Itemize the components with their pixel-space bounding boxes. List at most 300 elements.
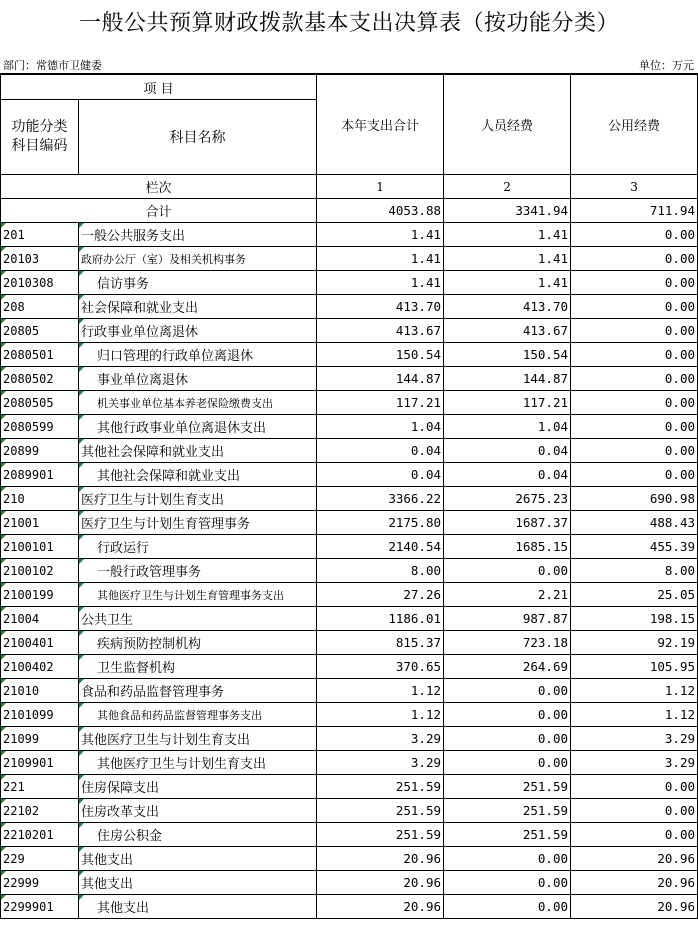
row-public-text: 0.00 xyxy=(664,467,696,482)
row-code-text: 201 xyxy=(3,227,25,242)
row-code-text: 2080505 xyxy=(3,395,54,410)
row-total xyxy=(317,247,444,271)
row-personnel-text: 0.04 xyxy=(537,467,569,482)
row-personnel-text: 0.00 xyxy=(537,683,569,698)
row-code-text: 2210201 xyxy=(3,827,54,842)
row-personnel-text: 0.00 xyxy=(537,707,569,722)
cell-marker-icon xyxy=(79,535,84,540)
cell-marker-icon xyxy=(1,727,6,732)
row-name xyxy=(79,463,317,487)
table-row xyxy=(1,679,698,703)
cell-marker-icon xyxy=(1,439,6,444)
department-label: 部门：常德市卫健委 xyxy=(3,59,102,72)
row-public xyxy=(571,343,698,367)
row-total xyxy=(317,295,444,319)
row-total xyxy=(317,511,444,535)
cell-marker-icon xyxy=(79,247,84,252)
row-name xyxy=(79,487,317,511)
row-public-text: 0.00 xyxy=(664,443,696,458)
col-public-header: 公用经费 xyxy=(571,74,698,175)
row-name-text: 其他支出 xyxy=(81,853,134,868)
row-code xyxy=(1,847,79,871)
row-name-text: 行政事业单位离退休 xyxy=(81,325,199,340)
cell-marker-icon xyxy=(79,727,84,732)
row-name-text: 其他医疗卫生与计划生育支出 xyxy=(97,757,267,772)
row-personnel-text: 144.87 xyxy=(522,371,569,386)
item-header: 项 目 xyxy=(1,74,317,100)
row-public xyxy=(571,319,698,343)
cell-marker-icon xyxy=(79,751,84,756)
total-public: 711.94 xyxy=(571,199,698,223)
row-total xyxy=(317,271,444,295)
table-row xyxy=(1,607,698,631)
row-code-text: 2010308 xyxy=(3,275,54,290)
row-public-text: 8.00 xyxy=(664,563,696,578)
row-public xyxy=(571,583,698,607)
row-personnel xyxy=(444,703,571,727)
row-total-text: 1.41 xyxy=(410,227,442,242)
cell-marker-icon xyxy=(1,343,6,348)
row-total xyxy=(317,343,444,367)
row-code-text: 208 xyxy=(3,299,25,314)
row-public xyxy=(571,223,698,247)
row-code-text: 2299901 xyxy=(3,899,54,914)
cell-marker-icon xyxy=(1,247,6,252)
row-total-text: 1.12 xyxy=(410,683,442,698)
row-name-text: 住房公积金 xyxy=(97,829,163,844)
row-name-text: 社会保障和就业支出 xyxy=(81,301,199,316)
row-name xyxy=(79,631,317,655)
row-public-text: 25.05 xyxy=(657,587,696,602)
row-code-text: 210 xyxy=(3,491,25,506)
row-public xyxy=(571,559,698,583)
row-personnel xyxy=(444,799,571,823)
row-total xyxy=(317,775,444,799)
row-code xyxy=(1,295,79,319)
cell-marker-icon xyxy=(1,751,6,756)
row-personnel-text: 251.59 xyxy=(522,803,569,818)
row-code xyxy=(1,463,79,487)
cell-marker-icon xyxy=(1,799,6,804)
row-personnel-text: 251.59 xyxy=(522,827,569,842)
row-public xyxy=(571,847,698,871)
row-public xyxy=(571,247,698,271)
row-name-text: 住房保障支出 xyxy=(81,781,160,796)
row-name xyxy=(79,775,317,799)
row-public xyxy=(571,463,698,487)
row-code-text: 20805 xyxy=(3,323,40,338)
cell-marker-icon xyxy=(1,223,6,228)
row-code xyxy=(1,799,79,823)
cell-marker-icon xyxy=(1,775,6,780)
row-name xyxy=(79,871,317,895)
cell-marker-icon xyxy=(79,487,84,492)
cell-marker-icon xyxy=(1,607,6,612)
row-total-text: 2140.54 xyxy=(388,539,442,554)
row-personnel xyxy=(444,319,571,343)
row-personnel xyxy=(444,511,571,535)
table-row xyxy=(1,655,698,679)
row-total xyxy=(317,559,444,583)
row-name-text: 公共卫生 xyxy=(81,613,134,628)
row-personnel xyxy=(444,439,571,463)
row-personnel-text: 2.21 xyxy=(537,587,569,602)
row-code xyxy=(1,823,79,847)
row-total xyxy=(317,655,444,679)
row-total xyxy=(317,583,444,607)
row-code xyxy=(1,535,79,559)
row-public-text: 0.00 xyxy=(664,827,696,842)
row-total xyxy=(317,727,444,751)
row-personnel-text: 0.04 xyxy=(537,443,569,458)
row-code xyxy=(1,415,79,439)
row-code xyxy=(1,271,79,295)
row-total xyxy=(317,703,444,727)
row-public-text: 92.19 xyxy=(657,635,696,650)
row-personnel-text: 0.00 xyxy=(537,875,569,890)
row-code-text: 2101099 xyxy=(3,707,54,722)
row-personnel-text: 264.69 xyxy=(522,659,569,674)
row-total xyxy=(317,319,444,343)
row-name-text: 其他支出 xyxy=(97,901,150,916)
row-total-text: 3366.22 xyxy=(388,491,442,506)
row-total xyxy=(317,631,444,655)
row-public xyxy=(571,511,698,535)
cell-marker-icon xyxy=(79,847,84,852)
row-name-text: 卫生监督机构 xyxy=(97,661,176,676)
cell-marker-icon xyxy=(79,559,84,564)
row-public-text: 105.95 xyxy=(649,659,696,674)
row-code xyxy=(1,319,79,343)
cell-marker-icon xyxy=(1,559,6,564)
row-total xyxy=(317,367,444,391)
row-personnel xyxy=(444,583,571,607)
row-code-text: 2089901 xyxy=(3,467,54,482)
row-public xyxy=(571,631,698,655)
table-row xyxy=(1,583,698,607)
cell-marker-icon xyxy=(79,319,84,324)
row-code xyxy=(1,631,79,655)
row-personnel-text: 0.00 xyxy=(537,851,569,866)
cell-marker-icon xyxy=(79,343,84,348)
table-row xyxy=(1,895,698,919)
cell-marker-icon xyxy=(79,367,84,372)
row-total xyxy=(317,487,444,511)
row-public xyxy=(571,703,698,727)
index-2: 2 xyxy=(444,175,571,199)
row-code xyxy=(1,655,79,679)
row-code-text: 2100402 xyxy=(3,659,54,674)
row-total-text: 8.00 xyxy=(410,563,442,578)
table-row xyxy=(1,463,698,487)
row-personnel xyxy=(444,751,571,775)
row-public-text: 0.00 xyxy=(664,251,696,266)
row-name xyxy=(79,583,317,607)
row-public xyxy=(571,751,698,775)
table-row xyxy=(1,703,698,727)
cell-marker-icon xyxy=(79,679,84,684)
row-personnel xyxy=(444,895,571,919)
row-public-text: 0.00 xyxy=(664,419,696,434)
row-total xyxy=(317,223,444,247)
row-personnel xyxy=(444,871,571,895)
row-public-text: 3.29 xyxy=(664,755,696,770)
row-personnel-text: 0.00 xyxy=(537,731,569,746)
cell-marker-icon xyxy=(79,655,84,660)
cell-marker-icon xyxy=(1,535,6,540)
row-public-text: 20.96 xyxy=(657,899,696,914)
row-public xyxy=(571,535,698,559)
cell-marker-icon xyxy=(79,463,84,468)
row-name xyxy=(79,247,317,271)
row-total xyxy=(317,439,444,463)
cell-marker-icon xyxy=(1,511,6,516)
row-name xyxy=(79,415,317,439)
total-sum: 4053.88 xyxy=(317,199,444,223)
row-name xyxy=(79,823,317,847)
index-3: 3 xyxy=(571,175,698,199)
table-row xyxy=(1,727,698,751)
table-row xyxy=(1,439,698,463)
row-total-text: 815.37 xyxy=(395,635,442,650)
row-name-text: 其他食品和药品监督管理事务支出 xyxy=(97,708,262,722)
table-row xyxy=(1,559,698,583)
unit-label: 单位：万元 xyxy=(639,59,694,72)
row-code-text: 2100101 xyxy=(3,539,54,554)
row-name xyxy=(79,799,317,823)
row-code-text: 22999 xyxy=(3,875,40,890)
table-row xyxy=(1,511,698,535)
cell-marker-icon xyxy=(1,895,6,900)
row-code xyxy=(1,487,79,511)
row-code xyxy=(1,679,79,703)
row-total xyxy=(317,679,444,703)
row-public xyxy=(571,271,698,295)
col-personnel-header: 人员经费 xyxy=(444,74,571,175)
row-personnel-text: 1.04 xyxy=(537,419,569,434)
row-name xyxy=(79,295,317,319)
row-public xyxy=(571,775,698,799)
row-code-text: 21004 xyxy=(3,611,40,626)
row-code-text: 21099 xyxy=(3,731,40,746)
total-personnel: 3341.94 xyxy=(444,199,571,223)
table-row xyxy=(1,223,698,247)
row-name-text: 医疗卫生与计划生育支出 xyxy=(81,493,225,508)
row-total-text: 251.59 xyxy=(395,779,442,794)
row-name xyxy=(79,391,317,415)
row-personnel xyxy=(444,295,571,319)
cell-marker-icon xyxy=(1,847,6,852)
table-row xyxy=(1,343,698,367)
row-name-text: 其他社会保障和就业支出 xyxy=(81,445,225,460)
row-name xyxy=(79,439,317,463)
row-name-text: 其他支出 xyxy=(81,877,134,892)
row-total-text: 1.12 xyxy=(410,707,442,722)
row-name xyxy=(79,535,317,559)
cell-marker-icon xyxy=(1,655,6,660)
cell-marker-icon xyxy=(1,463,6,468)
table-row xyxy=(1,799,698,823)
row-code xyxy=(1,751,79,775)
row-personnel xyxy=(444,367,571,391)
row-personnel xyxy=(444,271,571,295)
cell-marker-icon xyxy=(79,823,84,828)
row-personnel xyxy=(444,463,571,487)
row-public-text: 0.00 xyxy=(664,299,696,314)
row-code xyxy=(1,511,79,535)
row-personnel-text: 0.00 xyxy=(537,755,569,770)
row-name-text: 机关事业单位基本养老保险缴费支出 xyxy=(97,396,273,410)
row-code xyxy=(1,223,79,247)
row-total xyxy=(317,823,444,847)
row-public-text: 1.12 xyxy=(664,683,696,698)
row-personnel-text: 1.41 xyxy=(537,275,569,290)
row-name xyxy=(79,607,317,631)
row-personnel-text: 1.41 xyxy=(537,251,569,266)
row-total-text: 1.04 xyxy=(410,419,442,434)
row-total xyxy=(317,799,444,823)
row-personnel xyxy=(444,775,571,799)
cell-marker-icon xyxy=(1,367,6,372)
row-name xyxy=(79,223,317,247)
row-code-text: 21010 xyxy=(3,683,40,698)
row-public xyxy=(571,727,698,751)
row-total-text: 0.04 xyxy=(410,467,442,482)
row-code xyxy=(1,559,79,583)
cell-marker-icon xyxy=(79,871,84,876)
index-label: 栏次 xyxy=(1,175,317,199)
row-personnel-text: 0.00 xyxy=(537,899,569,914)
row-total xyxy=(317,535,444,559)
total-label: 合计 xyxy=(1,199,317,223)
cell-marker-icon xyxy=(79,703,84,708)
row-personnel-text: 413.70 xyxy=(522,299,569,314)
row-public-text: 0.00 xyxy=(664,803,696,818)
row-code xyxy=(1,703,79,727)
cell-marker-icon xyxy=(79,775,84,780)
row-personnel xyxy=(444,631,571,655)
row-personnel xyxy=(444,535,571,559)
row-code xyxy=(1,775,79,799)
row-total-text: 413.67 xyxy=(395,323,442,338)
row-code xyxy=(1,439,79,463)
row-name-text: 疾病预防控制机构 xyxy=(97,637,202,652)
row-name xyxy=(79,727,317,751)
row-total-text: 251.59 xyxy=(395,803,442,818)
row-code xyxy=(1,343,79,367)
row-total xyxy=(317,415,444,439)
row-name xyxy=(79,343,317,367)
cell-marker-icon xyxy=(79,607,84,612)
row-public xyxy=(571,655,698,679)
row-total-text: 3.29 xyxy=(410,731,442,746)
row-public xyxy=(571,367,698,391)
row-public-text: 0.00 xyxy=(664,323,696,338)
row-total xyxy=(317,895,444,919)
row-public-text: 690.98 xyxy=(649,491,696,506)
row-personnel-text: 117.21 xyxy=(522,395,569,410)
cell-marker-icon xyxy=(79,391,84,396)
row-code-text: 2100102 xyxy=(3,563,54,578)
row-code xyxy=(1,367,79,391)
row-total-text: 0.04 xyxy=(410,443,442,458)
row-code-text: 2080502 xyxy=(3,371,54,386)
table-row xyxy=(1,391,698,415)
table-row xyxy=(1,367,698,391)
col-total-header: 本年支出合计 xyxy=(317,74,444,175)
row-personnel xyxy=(444,247,571,271)
table-row xyxy=(1,271,698,295)
cell-marker-icon xyxy=(79,415,84,420)
row-personnel xyxy=(444,607,571,631)
cell-marker-icon xyxy=(79,223,84,228)
row-total-text: 370.65 xyxy=(395,659,442,674)
row-personnel xyxy=(444,223,571,247)
row-name-text: 医疗卫生与计划生育管理事务 xyxy=(81,517,251,532)
row-personnel xyxy=(444,679,571,703)
row-total-text: 20.96 xyxy=(403,851,442,866)
code-header: 功能分类科目编码 xyxy=(1,100,79,175)
index-1: 1 xyxy=(317,175,444,199)
row-personnel xyxy=(444,487,571,511)
row-public-text: 198.15 xyxy=(649,611,696,626)
row-name xyxy=(79,271,317,295)
row-code-text: 22102 xyxy=(3,803,40,818)
row-public xyxy=(571,679,698,703)
row-public xyxy=(571,895,698,919)
row-name xyxy=(79,319,317,343)
row-code-text: 2109901 xyxy=(3,755,54,770)
row-public-text: 0.00 xyxy=(664,395,696,410)
row-public-text: 0.00 xyxy=(664,227,696,242)
row-public xyxy=(571,439,698,463)
row-total-text: 1186.01 xyxy=(388,611,442,626)
row-total-text: 20.96 xyxy=(403,875,442,890)
cell-marker-icon xyxy=(1,823,6,828)
row-name xyxy=(79,847,317,871)
row-code-text: 20103 xyxy=(3,251,40,266)
row-public-text: 20.96 xyxy=(657,851,696,866)
row-name xyxy=(79,679,317,703)
row-name-text: 行政运行 xyxy=(97,541,150,556)
row-total-text: 1.41 xyxy=(410,275,442,290)
row-code-text: 20899 xyxy=(3,443,40,458)
cell-marker-icon xyxy=(1,271,6,276)
row-personnel xyxy=(444,391,571,415)
cell-marker-icon xyxy=(1,391,6,396)
row-personnel xyxy=(444,559,571,583)
row-total-text: 1.41 xyxy=(410,251,442,266)
row-code xyxy=(1,727,79,751)
row-public xyxy=(571,823,698,847)
row-name-text: 其他社会保障和就业支出 xyxy=(97,469,241,484)
row-code xyxy=(1,895,79,919)
cell-marker-icon xyxy=(79,631,84,636)
row-personnel xyxy=(444,727,571,751)
row-total-text: 20.96 xyxy=(403,899,442,914)
row-personnel-text: 1685.15 xyxy=(515,539,569,554)
row-name xyxy=(79,367,317,391)
cell-marker-icon xyxy=(1,415,6,420)
row-total-text: 413.70 xyxy=(395,299,442,314)
row-code-text: 2080599 xyxy=(3,419,54,434)
table-row xyxy=(1,535,698,559)
row-personnel xyxy=(444,847,571,871)
row-public xyxy=(571,607,698,631)
row-total-text: 3.29 xyxy=(410,755,442,770)
row-name xyxy=(79,511,317,535)
row-name-text: 其他医疗卫生与计划生育管理事务支出 xyxy=(97,588,284,602)
